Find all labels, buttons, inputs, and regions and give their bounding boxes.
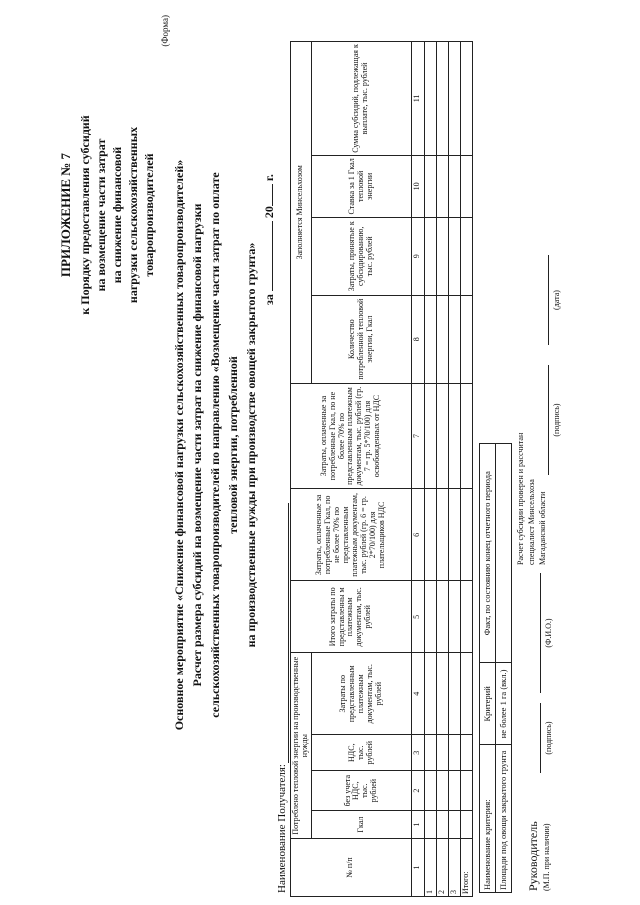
row-label: 3 (448, 839, 460, 897)
table-cell[interactable] (448, 653, 460, 735)
table-cell[interactable] (448, 581, 460, 653)
stamp-note: (М.П. при наличии) (542, 823, 551, 891)
column-number: 8 (411, 295, 424, 383)
main-title-line: Основное мероприятие «Снижение финансовой нагрузки сельскохозяйственных товаропроизводителей» (172, 159, 186, 731)
table-cell[interactable] (448, 42, 460, 156)
column-number: 4 (411, 653, 424, 735)
table-row (436, 42, 448, 897)
column-number: 7 (411, 383, 424, 489)
recipient-name-field[interactable] (288, 503, 289, 763)
table-row (424, 42, 436, 897)
head-signature-label: (подпись) (544, 721, 553, 755)
table-cell[interactable] (436, 811, 448, 839)
main-title-line: на производственные нужды при производстве овощей закрытого грунта» (244, 242, 258, 648)
criteria-table (479, 443, 512, 893)
table-cell[interactable] (436, 735, 448, 771)
verified-note-line: специалист Минсельхоза (527, 479, 536, 565)
table-cell[interactable] (460, 42, 472, 156)
table-cell[interactable] (460, 735, 472, 771)
header-col6: Затраты, оплаченные за потребленные Гкал, по не более 70% по представленным платежным документам, тыс. рублей (гр. 6 = гр. 2*70/100) для плательщиков НДС (291, 489, 412, 581)
table-cell[interactable] (448, 811, 460, 839)
criteria-row-criterion: не более 1 га (вкл.) (496, 663, 512, 745)
row-label: 2 (436, 839, 448, 897)
row-label: 1 (424, 839, 436, 897)
table-cell[interactable] (460, 581, 472, 653)
criteria-row-name: Площади под овощи закрытого грунта (496, 745, 512, 893)
table-cell[interactable] (448, 217, 460, 295)
header-row-number: № п/п (291, 839, 412, 897)
criteria-row-fact[interactable] (496, 444, 512, 663)
date-label: (дата) (552, 290, 561, 310)
table-cell[interactable] (436, 295, 448, 383)
period-blank[interactable] (272, 221, 273, 291)
table-cell[interactable] (424, 155, 436, 217)
verified-note-line: Магаданской области (538, 491, 547, 565)
appendix-subtitle-line: нагрузки сельскохозяйственных (126, 126, 140, 304)
table-cell[interactable] (436, 771, 448, 811)
reporting-period (262, 174, 277, 305)
head-fio-field[interactable] (540, 573, 541, 693)
table-cell[interactable] (460, 653, 472, 735)
form-label: (Форма) (160, 15, 170, 47)
table-cell[interactable] (448, 155, 460, 217)
specialist-signature-label: (подпись) (552, 403, 561, 437)
head-signature-field[interactable] (540, 703, 541, 773)
main-title-line: тепловой энергии, потребленной (226, 356, 240, 534)
table-cell[interactable] (460, 155, 472, 217)
appendix-subtitle-line: к Порядку предоставления субсидий (78, 115, 92, 315)
row-label-total: Итого: (460, 839, 472, 897)
table-cell[interactable] (460, 383, 472, 489)
main-title-line: сельскохозяйственных товаропроизводителей по направлению «Возмещение части затрат по оплате (208, 172, 222, 718)
header-consumed: Потреблено тепловой энергии на производственные нужды (291, 653, 312, 839)
table-cell[interactable] (424, 295, 436, 383)
table-cell[interactable] (448, 383, 460, 489)
table-cell[interactable] (436, 155, 448, 217)
table-cell[interactable] (448, 489, 460, 581)
table-cell[interactable] (424, 42, 436, 156)
column-number: 2 (411, 771, 424, 811)
table-cell[interactable] (424, 217, 436, 295)
table-cell[interactable] (436, 383, 448, 489)
column-number: 1 (411, 811, 424, 839)
table-cell[interactable] (436, 42, 448, 156)
table-cell[interactable] (424, 771, 436, 811)
appendix-subtitle-line: товаропроизводителей (142, 153, 156, 277)
criteria-header-fact: Факт, по состоянию конец отчетного периода (480, 444, 496, 663)
table-cell[interactable] (424, 581, 436, 653)
header-gcal: Гкал (311, 811, 411, 839)
column-number: 11 (411, 42, 424, 156)
date-field[interactable] (548, 255, 549, 345)
column-number: 10 (411, 155, 424, 217)
column-number: 6 (411, 489, 424, 581)
table-cell[interactable] (424, 653, 436, 735)
criteria-header-name: Наименование критерия: (480, 745, 496, 893)
table-cell[interactable] (424, 383, 436, 489)
period-year: 20 (262, 206, 276, 219)
table-cell[interactable] (436, 653, 448, 735)
appendix-subtitle-line: на возмещение части затрат (94, 138, 108, 292)
period-year-blank[interactable] (272, 184, 273, 206)
head-signature-title: Руководитель (526, 821, 540, 891)
head-fio-label: (Ф.И.О.) (544, 618, 553, 648)
header-col8: Количество потребленной тепловой энергии, Гкал (311, 295, 411, 383)
table-row-total (460, 42, 472, 897)
header-col10: Ставка за 1 Гкал тепловой энергии (311, 155, 411, 217)
column-number: 1 (411, 839, 424, 897)
table-cell[interactable] (460, 771, 472, 811)
table-cell[interactable] (448, 735, 460, 771)
criteria-header-criterion: Критерий (480, 663, 496, 745)
period-g: г. (262, 174, 276, 182)
column-number: 5 (411, 581, 424, 653)
header-col9: Затраты, принятые к субсидированию, тыс. рублей (311, 217, 411, 295)
table-cell[interactable] (448, 771, 460, 811)
subsidy-calculation-table (290, 41, 473, 897)
table-cell[interactable] (424, 811, 436, 839)
table-cell[interactable] (460, 811, 472, 839)
period-za: за (262, 294, 276, 305)
table-cell[interactable] (460, 295, 472, 383)
table-row (448, 42, 460, 897)
table-cell[interactable] (424, 735, 436, 771)
table-cell[interactable] (460, 217, 472, 295)
header-vat: НДС, тыс. рублей (311, 735, 411, 771)
header-no-vat: без учета НДС, тыс. рублей (311, 771, 411, 811)
main-title-line: Расчет размера субсидий на возмещение части затрат на снижение финансовой нагрузки (190, 203, 204, 687)
specialist-signature-field[interactable] (548, 365, 549, 475)
appendix-title: ПРИЛОЖЕНИЕ № 7 (58, 152, 73, 278)
column-number: 9 (411, 217, 424, 295)
header-col7: Затраты, оплаченные за потребленные Гкал, по не более 70% по представленным платежным документам, тыс. рублей (гр. 7 = гр. 5*70/100) для освобожденных от НДС (291, 383, 412, 489)
table-cell[interactable] (436, 489, 448, 581)
header-docs: Затраты по представленным платежным документам, тыс. рублей (311, 653, 411, 735)
header-total: Итого затраты по представленны м платежным документам, тыс. рублей (291, 581, 412, 653)
appendix-subtitle-line: на снижение финансовой (110, 146, 124, 284)
table-cell[interactable] (448, 295, 460, 383)
table-cell[interactable] (436, 217, 448, 295)
table-cell[interactable] (436, 581, 448, 653)
verified-note-line: Расчет субсидии проверен и рассчитан (516, 432, 525, 565)
header-col11: Сумма субсидий, подлежащая к выплате, тыс. рублей (311, 42, 411, 156)
table-cell[interactable] (424, 489, 436, 581)
table-cell[interactable] (460, 489, 472, 581)
header-ministry: Заполняется Минсельхозом (291, 42, 312, 384)
column-number: 3 (411, 735, 424, 771)
recipient-label: Наименование Получателя: (276, 764, 288, 893)
